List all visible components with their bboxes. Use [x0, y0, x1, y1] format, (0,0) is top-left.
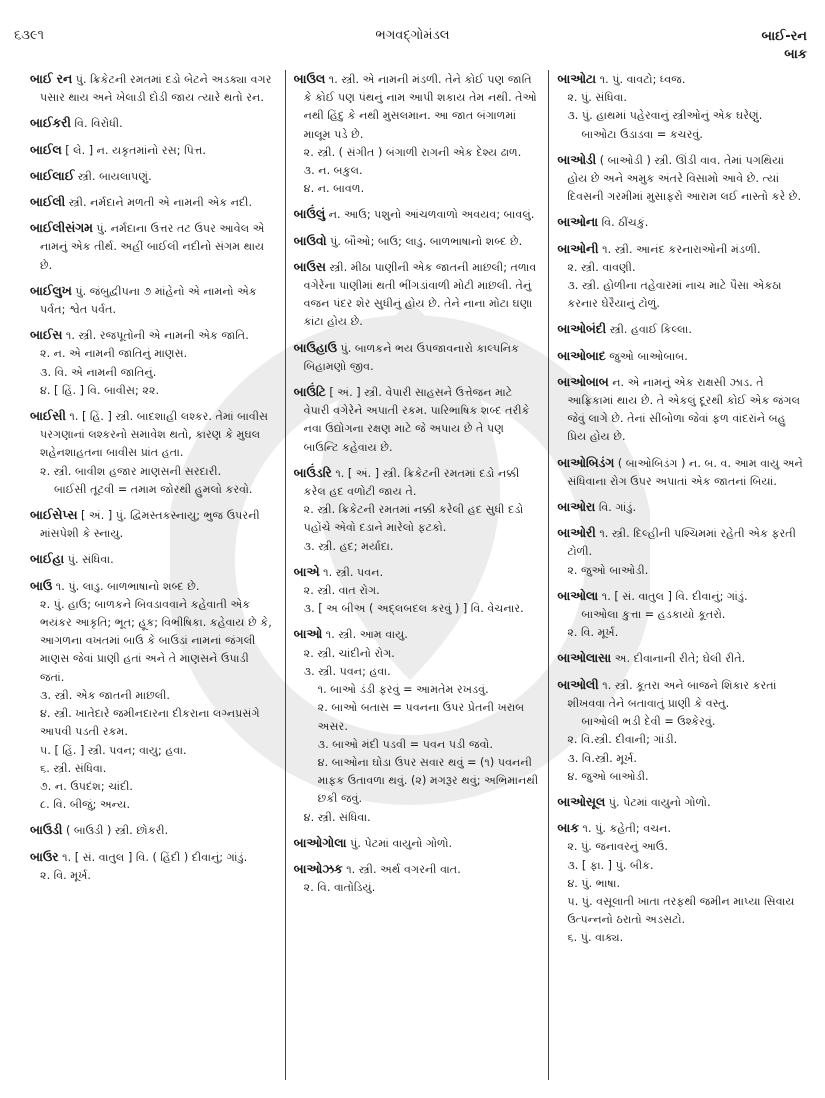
headword: બાઓલા	[557, 588, 599, 603]
definition: [ અં. ] પું. દ્વિમસ્તકસ્નાયુ; ભુજ ઉપરની માંસપેશી કે સ્નાયુ.	[40, 509, 260, 541]
dictionary-entry	[557, 587, 804, 643]
headword: બાઉડી	[30, 823, 63, 838]
entry-main	[294, 834, 541, 853]
entry-main	[30, 282, 277, 319]
dictionary-entry	[30, 848, 277, 885]
column-2	[285, 70, 549, 1080]
definition: [ લે. ] ન. યકૃતમાંનો રસ; પિત્ત.	[65, 143, 206, 157]
headword: બાઈસી	[30, 409, 66, 424]
definition: ૧. પું. વાવટો; ધ્વજ.	[599, 73, 686, 86]
entry-main	[557, 151, 804, 207]
dictionary-entry	[30, 550, 277, 569]
sub-sense: ૪. સ્ત્રી. ખાતેદારે જમીનદારના દીકરાના લગ્નપ્રસંગે આપવી પડતી રકમ.	[40, 707, 260, 739]
sub-sense: ૩. સ્ત્રી. એક જાતની માછલી.	[40, 688, 170, 702]
definition: ( બાઓડી ) સ્ત્રી. ઊંડી વાવ. તેમાં પગથિયાં હોય છે અને અમુક અંતરે વિસામો આવે છે. ત્યાં દિવસની ગરમીમાં મુસાફરો આરામ લઈ નાસ્તો કરે છે.	[567, 153, 802, 204]
dictionary-entry	[294, 464, 541, 556]
dictionary-entry	[557, 151, 804, 207]
entry-main	[557, 454, 804, 491]
definition: વિ. વિરોધી.	[74, 117, 123, 131]
headword: બાઈલાઈ	[30, 168, 75, 183]
dictionary-entry	[294, 70, 541, 198]
definition: ૧. સ્ત્રી. કૂતરા અને બાજને શિકાર કરતાં શીખવવા તેને બતાવાતું પ્રાણી કે વસ્તુ.	[567, 678, 777, 710]
dictionary-entry	[557, 793, 804, 812]
sub-sense: ૪. પું. ભાષા.	[567, 876, 621, 890]
dictionary-entry	[294, 860, 541, 897]
entry-main	[294, 339, 541, 376]
definition: પું. સંધિવા.	[67, 553, 114, 567]
definition: ૧. સ્ત્રી. અર્થ વગરની વાત.	[346, 862, 461, 876]
entry-main	[294, 258, 541, 332]
sub-sense: ૩. પું. હાથમાં પહેરવાનું સ્ત્રીઓનું એક ઘરેણું.	[567, 109, 763, 123]
dictionary-entry	[30, 326, 277, 400]
definition: ૧. [ સં. વાતુલ ] વિ. ( હિંદી ) દીવાનું; ગાંડું.	[62, 850, 248, 864]
sub-sense: ૨. પું. સંધિવા.	[567, 91, 627, 105]
entry-main	[30, 550, 277, 569]
entry-main	[30, 407, 277, 463]
dictionary-entry	[30, 114, 277, 133]
sub-sense: ૪. [ હિં. ] વિ. બાવીસ; ૨૨.	[40, 383, 160, 397]
sub-sense: ૩. [ અ બીઅ ( અદ્લબદલ કરવું ) ] વિ. વેચનાર.	[303, 602, 524, 616]
sub-sense: ૫. પું. વસૂલાતી ખાતા તરફથી જમીન માપ્યા સિવાય ઉત્પન્નનો ઠરાતો અડસટો.	[567, 894, 795, 927]
sub-sense: ૨. વિ. મૂર્ખ.	[567, 626, 619, 640]
headword: બાઉંટિ	[293, 385, 326, 400]
entry-main	[30, 167, 277, 186]
definition: સ્ત્રી. નર્મદાને મળતી એ નામની એક નદી.	[68, 196, 253, 210]
headword: બાઓલાસા	[557, 651, 612, 666]
entry-main	[557, 524, 804, 561]
definition: ૧. સ્ત્રી. આનંદ કરનારાઓની મંડળી.	[602, 242, 761, 256]
sub-sense: ૨. સ્ત્રી. ( સંગીત ) બંગાળી રાગની એક દેશ્ય ઢાળ.	[303, 145, 522, 159]
sub-sense: ૪. જુઓ બાઓડી.	[567, 769, 649, 783]
sub-sense: ૨. સ્ત્રી. વાત રોગ.	[303, 584, 380, 598]
definition: પું. નર્મદાના ઉત્તર તટ ઉપર આવેલ એ નામનું એક તીર્થ. અહીં બાઈલી નદીનો સંગમ થાય છે.	[40, 222, 265, 272]
entry-main	[30, 114, 277, 133]
definition: ૧. પું. લાડુ. બાળભાષાનો શબ્દ છે.	[55, 579, 200, 593]
headword: બાઉ	[30, 578, 53, 593]
usage-example: બાઓલી ભડી દેવી = ઉશ્કેરવું.	[581, 715, 716, 729]
headword: બાઓ	[293, 627, 323, 642]
dictionary-entry	[30, 219, 277, 275]
entry-main	[557, 793, 804, 812]
entry-main	[557, 498, 804, 517]
sub-sense: ૩. [ ફા. ] પું. બીક.	[567, 858, 654, 872]
sub-sense: ૪. ન. બાવળ.	[303, 182, 365, 196]
headword: બાએ	[293, 564, 320, 579]
entry-main	[294, 70, 541, 144]
definition: ૧. સ્ત્રી. દિલ્હીની પશ્ચિમમાં રહેતી એક ફરતી ટોળી.	[567, 527, 796, 559]
entry-main	[294, 383, 541, 457]
sub-sense: ૪. સ્ત્રી. સંધિવા.	[303, 810, 371, 824]
definition: જુઓ બાઓબાબ.	[609, 349, 688, 363]
entry-main	[557, 240, 804, 259]
definition: [ અં. ] સ્ત્રી. વેપારી સાહસને ઉત્તેજન માટે વેપારી વગેરેને અપાતી રકમ. પારિભાષિક શબ્દ તરીકે નવા ઉદ્યોગના રક્ષણ માટે જે અપાય છે તે પણ બાઉન્ટિ કહેવાય છે.	[303, 386, 530, 454]
headword: બાઓડી	[557, 152, 597, 167]
definition: વિ. ઠીંચકું.	[601, 216, 649, 230]
headword: બાઓબાબ	[557, 374, 609, 389]
entry-main	[30, 577, 277, 596]
page-number: ૬૩૯૧	[14, 28, 45, 43]
dictionary-entry	[294, 339, 541, 376]
dictionary-entry	[30, 506, 277, 543]
dictionary-entry	[30, 282, 277, 319]
dictionary-entry	[557, 498, 804, 517]
headword: બાઈલીસંગમ	[30, 221, 93, 236]
definition: ( બાઓબિડંગ ) ન. બ. વ. આમ વાયુ અને સંધિવાના રોગ ઉપર અપાતાં એક જાતનાં બિયાં.	[567, 456, 803, 488]
entry-main	[30, 141, 277, 160]
entry-main	[557, 70, 804, 89]
entry-main	[557, 676, 804, 713]
sub-sense: ૨. પું. જનાવરનું આઉ.	[567, 840, 668, 854]
sub-sense: ૨. પું. હાઉ; બાળકને બિવડાવવાને કહેવાતી એક ભયંકર આકૃતિ; ભૂત; હૂક; વિભીષિકા. કહેવાય છે કે, આગળના વખતમાં બાઉ કે બાઉડાં નામનાં જંગલી માણસ જેવાં પ્રાણી હતાં અને તે માણસને ઉપાડી જતાં.	[40, 597, 272, 684]
definition: વિ. ગાંડું.	[598, 501, 637, 515]
headword: બાઉર	[30, 849, 59, 864]
definition: ૧. સ્ત્રી. આમ વાયુ.	[325, 628, 408, 642]
headword: બાઈહા	[30, 552, 65, 567]
entry-main	[30, 193, 277, 212]
entry-main	[557, 587, 804, 606]
dictionary-entry	[30, 577, 277, 815]
sub-sense: ૨. વિ. વાતોડિયું.	[303, 881, 376, 895]
headword: બાઓલી	[557, 677, 599, 692]
dictionary-entry	[557, 320, 804, 339]
dictionary-entry	[557, 347, 804, 366]
headword: બાઓબંદી	[557, 322, 607, 337]
headword: બાઓના	[557, 215, 599, 230]
entry-main	[557, 347, 804, 366]
page-header	[0, 0, 825, 80]
headword: બાઈલુખ	[30, 283, 72, 298]
entry-main	[30, 821, 277, 840]
dictionary-entry	[557, 213, 804, 232]
dictionary-entry	[557, 524, 804, 580]
dictionary-entry	[30, 141, 277, 160]
entry-main	[557, 373, 804, 447]
sub-sense: ૩. ન. બકુલ.	[303, 164, 363, 178]
usage-example: ૧. બાઓ ડંડી ફરવું = આમતેમ રખડવું.	[317, 683, 489, 697]
definition: ૧. સ્ત્રી. પવન.	[323, 565, 384, 579]
entry-main	[294, 563, 541, 582]
sub-sense: ૨. સ્ત્રી. ચાંદીનો રોગ.	[303, 646, 395, 660]
dictionary-entry	[294, 383, 541, 457]
dictionary-entry	[557, 649, 804, 668]
sub-sense: ૩. વિ.સ્ત્રી. મૂર્ખ.	[567, 751, 637, 765]
dictionary-entry	[294, 232, 541, 251]
definition: ૧. પું. કહેતી; વચન.	[582, 822, 672, 836]
dictionary-entry	[557, 676, 804, 786]
headword: બાઉંલું	[293, 207, 326, 222]
definition: ન. એ નામનું એક રાક્ષસી ઝાડ. તે આફ્રિકામાં થાય છે. તે એકલું દૂરથી કોઈ એક જંગલ જેવું લાગે છે. તેનાં સીંબોળા જેવાં ફળ વાંદરાંને બહુ પ્રિય હોય છે.	[567, 375, 801, 444]
definition: પું. બાળકને ભય ઉપજાવનારો કાલ્પનિક બિહામણો જીવ.	[303, 341, 519, 373]
headword: બાઈલી	[30, 195, 66, 210]
dictionary-entry	[557, 454, 804, 491]
dictionary-columns	[22, 70, 812, 1080]
sub-sense: ૨. વિ. મૂર્ખ.	[40, 868, 91, 882]
entry-main	[557, 213, 804, 232]
definition: ૧. [ હિં. ] સ્ત્રી. બાદશાહી લશ્કર. તેમાં બાવીસ પરગણાનાં લશ્કરનો સમાવેશ થતો, કારણ કે મુઘલ શહેનશાહતના બાવીસ પ્રાંત હતા.	[40, 410, 269, 460]
headword: બાઓબાદ	[557, 348, 606, 363]
headword: બાઉંડરિ	[293, 465, 332, 480]
usage-example: બાઓટા ઉડાડવા = કચરવું.	[581, 127, 703, 141]
dictionary-entry	[30, 193, 277, 212]
dictionary-entry	[557, 373, 804, 447]
headword: બાઉલ	[293, 72, 326, 86]
sub-sense: ૨. ન. એ નામની જાતિનું માણસ.	[40, 347, 188, 361]
definition: અ. દીવાનાની રીતે; ઘેલી રીતે.	[614, 652, 746, 666]
dictionary-entry	[30, 821, 277, 840]
entry-main	[30, 70, 277, 107]
headword: બાઈસ	[30, 328, 63, 343]
headword: બાઓની	[557, 241, 599, 256]
guide-words	[762, 28, 807, 64]
usage-example: બાઈસી તૂટવી = તમામ જોરથી હુમલો કરવો.	[54, 482, 253, 496]
entry-main	[294, 625, 541, 644]
dictionary-entry	[294, 625, 541, 826]
headword: બાઉસ	[293, 259, 326, 274]
headword: બાઈસેપ્સ	[30, 508, 78, 523]
usage-example: બાઓલા કુત્તા = હડકાયો કૂતરો.	[581, 608, 726, 622]
headword: બાઓરી	[557, 526, 596, 541]
sub-sense: ૨. સ્ત્રી. બાવીશ હજાર માણસની સરદારી.	[40, 464, 222, 478]
headword: બાઈ રન	[30, 72, 73, 86]
definition: ૧. [ સં. વાતુલ ] વિ. દીવાનું; ગાંડું.	[601, 589, 748, 603]
usage-example: ૩. બાઓ મંદી પડવી = પવન પડી જવો.	[317, 737, 493, 751]
definition: ૧. સ્ત્રી. રજપૂતોની એ નામની એક જાતિ.	[65, 329, 249, 343]
definition: પું. જંબુદ્વીપના ૭ માંહેનો એ નામનો એક પર્વત; શ્વેત પર્વત.	[40, 284, 257, 317]
headword: બાક	[557, 821, 579, 836]
sub-sense: ૮. વિ. બીજું; અન્ય.	[40, 798, 131, 812]
usage-example: ૪. બાઓના ઘોડા ઉપર સવાર થવું = (૧) પવનની માફક ઉતાવળા થવું. (૨) મગરૂર થવું; અભિમાનથી છકી જવું.	[317, 755, 539, 806]
guide-word-first: બાઈ-રન	[761, 29, 807, 44]
definition: ( બાઉડી ) સ્ત્રી. છોકરી.	[66, 824, 169, 838]
sub-sense: ૩. સ્ત્રી. હદ; મર્યાદા.	[303, 539, 394, 553]
dictionary-entry	[557, 70, 804, 144]
headword: બાઓરા	[557, 500, 596, 515]
usage-example: ૨. બાઓ બતાસ = પવનના ઉપર પ્રેતની ખરાબ અસર.	[317, 701, 525, 733]
sub-sense: ૬. પું. વાક્ય.	[567, 931, 624, 945]
column-3	[548, 70, 812, 1080]
definition: ૧. સ્ત્રી. એ નામની મંડળી. તેને કોઈ પણ જાતિ કે કોઈ પણ પંથનું નામ આપી શકાય તેમ નથી. તેઓ નથી હિંદુ કે નથી મુસલમાન. આ જાત બંગાળમાં માલૂમ પડે છે.	[303, 73, 537, 141]
sub-sense: ૫. [ હિં. ] સ્ત્રી. પવન; વાયુ; હવા.	[40, 743, 187, 757]
definition: પું. પેટમાં વાયુનો ગોળો.	[350, 836, 453, 850]
sub-sense: ૨. જુઓ બાઓડી.	[567, 563, 649, 577]
entry-main	[294, 860, 541, 879]
sub-sense: ૩. સ્ત્રી. પવન; હવા.	[303, 664, 391, 678]
entry-main	[30, 848, 277, 867]
column-1	[22, 70, 285, 1080]
definition: ૧. [ અં. ] સ્ત્રી. ક્રિકેટની રમતમાં દડો નક્કી કરેલ હદ વળોટી જાય તે.	[303, 466, 520, 499]
entry-main	[557, 320, 804, 339]
running-title: ભગવદ્ગોમંડલ	[375, 28, 450, 43]
definition: પું. બૌઓ; બાઉ; લાડુ. બાળભાષાનો શબ્દ છે.	[330, 234, 523, 248]
sub-sense: ૨. સ્ત્રી. વાવણી.	[567, 260, 636, 274]
definition: ન. આઉ; પશુનો આંચળવાળો અવયવ; બાવલું.	[328, 208, 535, 222]
guide-word-last: બાક	[784, 47, 807, 62]
dictionary-entry	[30, 70, 277, 107]
headword: બાઓગોલા	[293, 835, 347, 850]
definition: સ્ત્રી. બાયલાપણું.	[77, 169, 152, 183]
dictionary-entry	[294, 205, 541, 224]
entry-main	[557, 649, 804, 668]
sub-sense: ૨. વિ.સ્ત્રી. દીવાની; ગાંડી.	[567, 733, 678, 747]
sub-sense: ૨. સ્ત્રી. ક્રિકેટની રમતમાં નક્કી કરેલી હદ સુધી દડો પહોંચે એવો દડાને મારેલો ફટકો.	[303, 503, 524, 535]
sub-sense: ૬. સ્ત્રી. સંધિવા.	[40, 761, 107, 775]
sub-sense: ૩. સ્ત્રી. હોળીના તહેવારમાં નાચ માટે પૈસા એકઠા કરનાર ઘેરૈયાનું ટોળું.	[567, 279, 782, 311]
headword: બાઉહાઉ	[293, 340, 337, 355]
entry-main	[30, 506, 277, 543]
definition: પું. ક્રિકેટની રમતમાં દડો બેટને અડક્યા વગર પસાર થાય અને ખેલાડી દોડી જાય ત્યારે થતો રન.	[40, 73, 272, 105]
dictionary-entry	[557, 240, 804, 314]
entry-main	[557, 819, 804, 838]
headword: બાઓસૂલ	[557, 794, 606, 809]
dictionary-entry	[294, 834, 541, 853]
entry-main	[294, 464, 541, 501]
dictionary-entry	[30, 167, 277, 186]
entry-main	[30, 326, 277, 345]
dictionary-entry	[294, 258, 541, 332]
sub-sense: ૩. વિ. એ નામની જાતિનું.	[40, 365, 157, 379]
dictionary-entry	[294, 563, 541, 619]
definition: સ્ત્રી. મીઠા પાણીની એક જાતની માછલી; તળાવ વગેરેના પાણીમાં થતી ભીંગડાંવાળી મોટી માછલી. તેનું વજન પંદર શેર સુધીનું હોય છે. તેને નાના મોટા ઘણા કાંટા હોય છે.	[303, 260, 537, 329]
dictionary-entry	[557, 819, 804, 947]
definition: પું. પેટમાં વાયુનો ગોળો.	[608, 795, 711, 809]
headword: બાઓટા	[557, 72, 597, 86]
headword: બાઓબિડંગ	[557, 455, 615, 470]
entry-main	[294, 232, 541, 251]
headword: બાઈકરી	[30, 116, 71, 131]
dictionary-entry	[30, 407, 277, 499]
headword: બાઓઝક	[293, 861, 343, 876]
entry-main	[294, 205, 541, 224]
headword: બાઈલ	[30, 142, 62, 157]
sub-sense: ૭. ન. ઉપદંશ; ચાંદી.	[40, 779, 133, 793]
headword: બાઉવો	[293, 233, 327, 248]
entry-main	[30, 219, 277, 275]
definition: સ્ત્રી. હવાઈ કિલ્લા.	[609, 323, 692, 337]
